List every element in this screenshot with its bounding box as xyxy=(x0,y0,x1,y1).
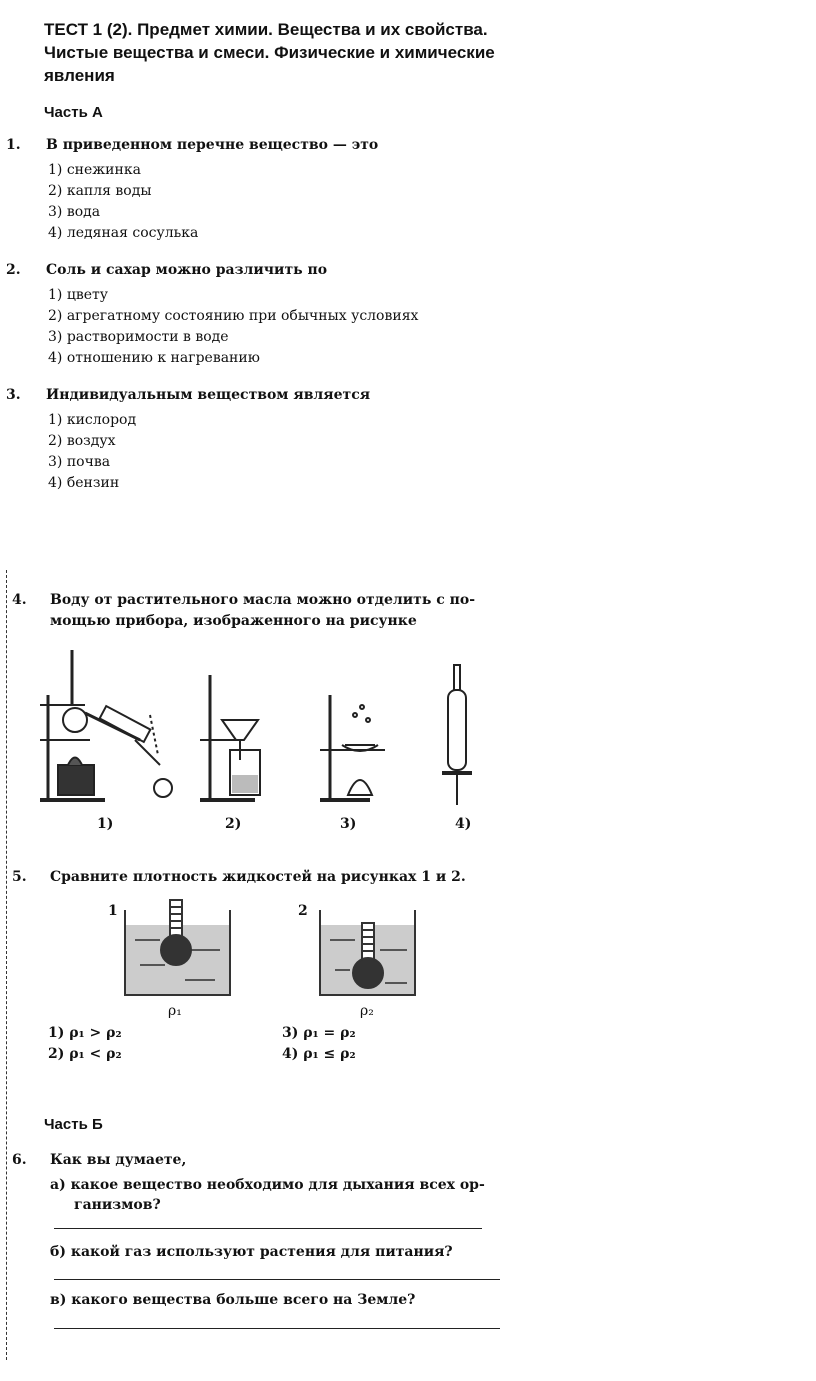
question-number: 4. xyxy=(12,592,27,608)
option: 3) растворимости в воде xyxy=(48,329,229,345)
option: 2) ρ₁ < ρ₂ xyxy=(48,1046,122,1062)
question-number: 6. xyxy=(12,1152,27,1168)
option: 1) цвету xyxy=(48,287,108,303)
question-stem: В приведенном перечне вещество — это xyxy=(46,137,379,153)
question-6a-line1: а) какое вещество необходимо для дыхания всех ор- xyxy=(50,1177,485,1193)
question-stem: Сравните плотность жидкостей на рисунках 1 и 2. xyxy=(50,869,466,885)
option: 3) почва xyxy=(48,454,111,470)
part-b-heading: Часть Б xyxy=(44,1116,103,1133)
apparatus-illustration xyxy=(30,645,500,815)
option: 4) ρ₁ ≤ ρ₂ xyxy=(282,1046,356,1062)
margin-dashed-line xyxy=(6,570,7,1360)
option: 2) капля воды xyxy=(48,183,152,199)
answer-line-b[interactable] xyxy=(54,1279,500,1280)
figure-label-3: 3) xyxy=(340,816,357,832)
question-number: 3. xyxy=(6,387,21,403)
option: 4) ледяная сосулька xyxy=(48,225,199,241)
part-a-heading: Часть А xyxy=(44,104,103,121)
option: 1) ρ₁ > ρ₂ xyxy=(48,1025,122,1041)
beaker-label-2: 2 xyxy=(298,903,308,919)
question-number: 2. xyxy=(6,262,21,278)
hydrometer-illustration xyxy=(115,895,435,1005)
option: 3) ρ₁ = ρ₂ xyxy=(282,1025,356,1041)
figure-label-2: 2) xyxy=(225,816,242,832)
option: 1) снежинка xyxy=(48,162,141,178)
answer-line-c[interactable] xyxy=(54,1328,500,1329)
question-stem: Индивидуальным веществом является xyxy=(46,387,371,403)
question-number: 5. xyxy=(12,869,27,885)
option: 4) отношению к нагреванию xyxy=(48,350,260,366)
density-label-2: ρ₂ xyxy=(360,1003,374,1019)
question-stem-line2: мощью прибора, изображенного на рисунке xyxy=(50,613,417,629)
option: 2) воздух xyxy=(48,433,116,449)
question-stem: Как вы думаете, xyxy=(50,1152,187,1168)
question-stem: Соль и сахар можно различить по xyxy=(46,262,328,278)
filtration-apparatus xyxy=(200,675,260,800)
option: 2) агрегатному состоянию при обычных условиях xyxy=(48,308,419,324)
beaker-2 xyxy=(320,910,415,995)
density-label-1: ρ₁ xyxy=(168,1003,182,1019)
question-6b: б) какой газ используют растения для питания? xyxy=(50,1244,453,1260)
option: 1) кислород xyxy=(48,412,137,428)
distillation-apparatus xyxy=(40,650,172,800)
figure-label-4: 4) xyxy=(455,816,472,832)
question-6c: в) какого вещества больше всего на Земле? xyxy=(50,1292,416,1308)
answer-line-a[interactable] xyxy=(54,1228,482,1229)
option: 4) бензин xyxy=(48,475,120,491)
option: 3) вода xyxy=(48,204,101,220)
question-stem-line1: Воду от растительного масла можно отделить с по- xyxy=(50,592,476,608)
question-number: 1. xyxy=(6,137,21,153)
question-6a-line2: ганизмов? xyxy=(74,1197,161,1213)
beaker-label-1: 1 xyxy=(108,903,118,919)
figure-label-1: 1) xyxy=(97,816,114,832)
separatory-funnel xyxy=(442,665,472,805)
evaporation-apparatus xyxy=(320,695,385,800)
test-title: ТЕСТ 1 (2). Предмет химии. Вещества и их свойства. Чистые вещества и смеси. Физические и химические явления xyxy=(44,20,495,85)
beaker-1 xyxy=(125,900,230,995)
